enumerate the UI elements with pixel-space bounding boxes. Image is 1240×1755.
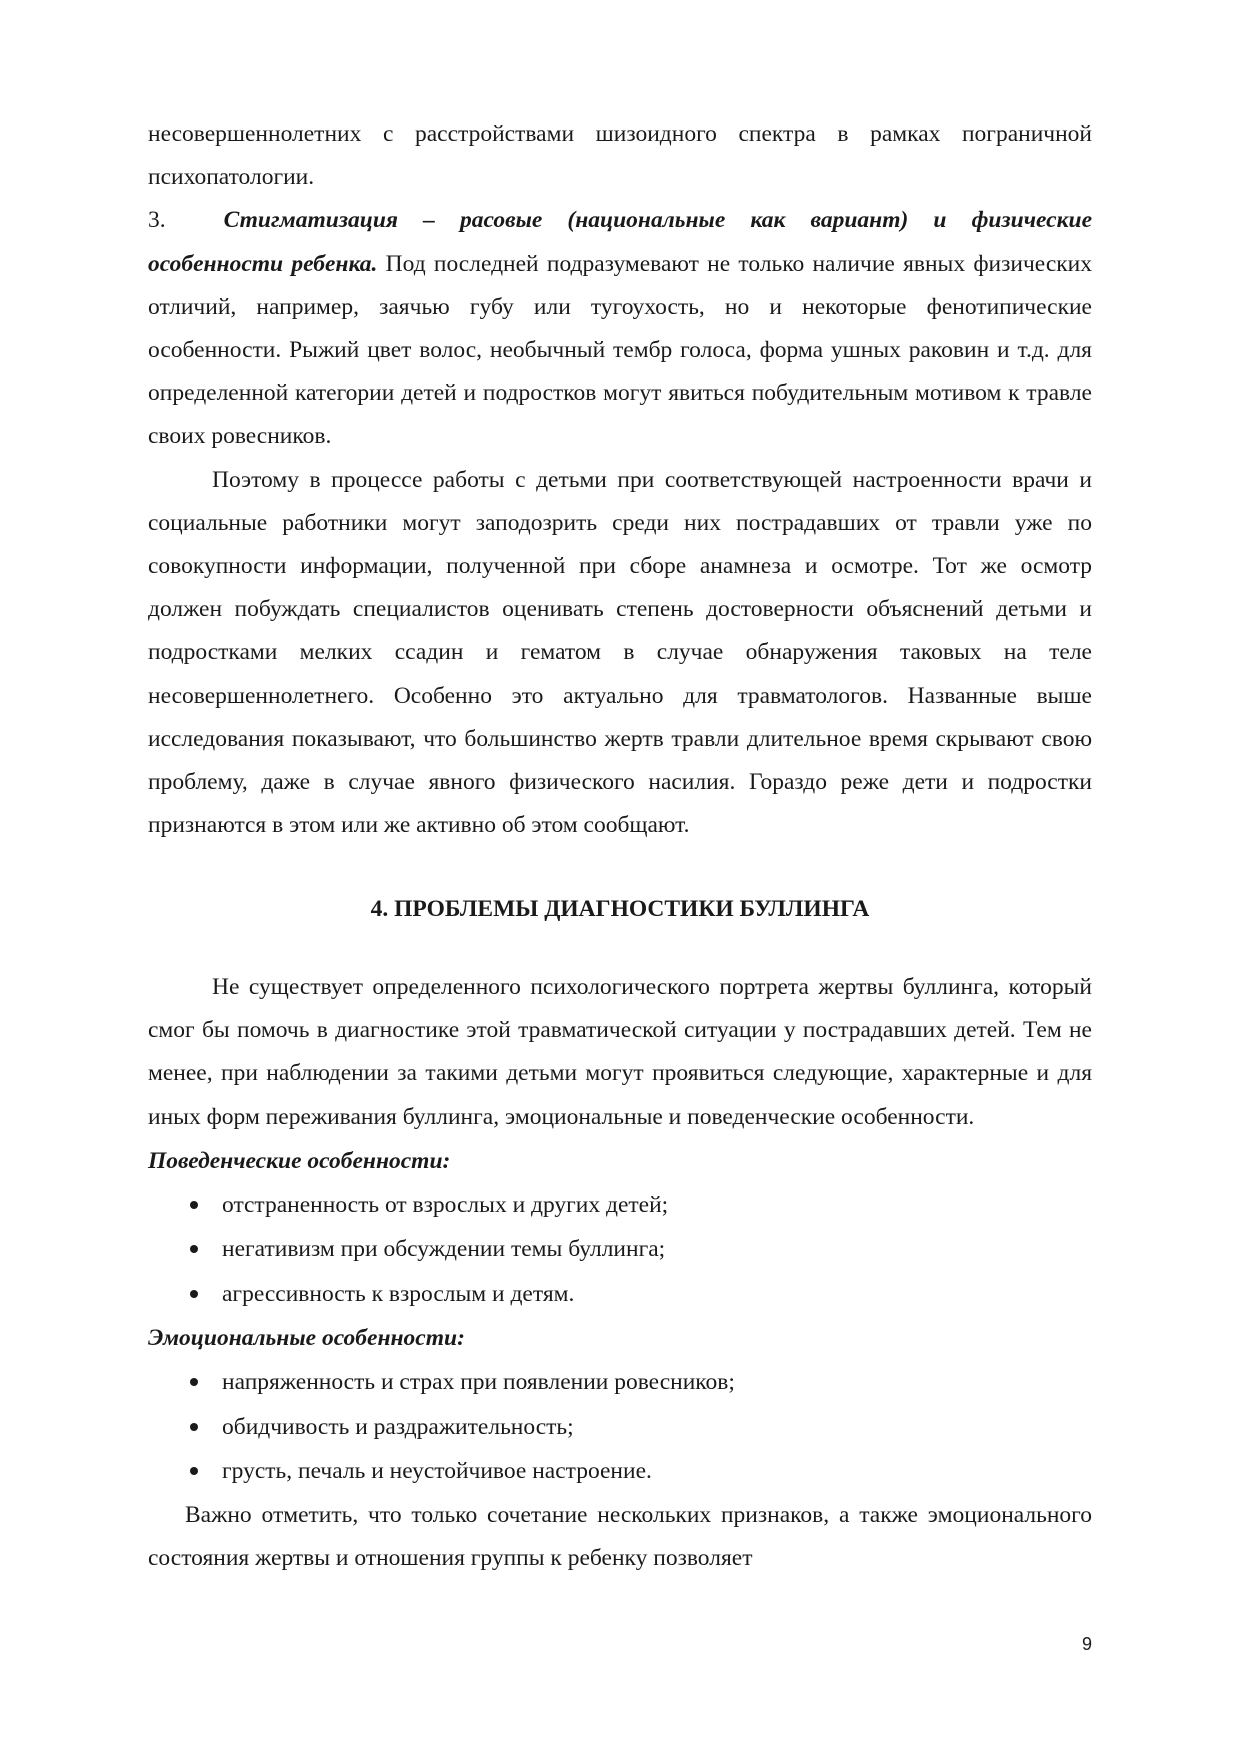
paragraph-portrait: Не существует определенного психологического портрета жертвы буллинга, который смог бы помочь в диагностике этой травматической ситуации у пострадавших детей. Тем не менее, при наблюдении за такими детьми могут проявиться следующие, характерные и для иных форм переживания буллинга, эмоциональные и поведенческие особенности. [148, 974, 1092, 1130]
list-item-3 [148, 199, 1092, 458]
bullet-icon [190, 1245, 198, 1253]
body-lower [148, 966, 1092, 1580]
list-item [148, 1227, 1092, 1272]
paragraph-conclusion: Важно отметить, что только сочетание нескольких признаков, а также эмоционального состояния жертвы и отношения группы к ребенку позволяет [148, 1501, 1092, 1572]
list-item-text: грусть, печаль и неустойчивое настроение. [222, 1458, 652, 1485]
list-item [148, 1405, 1092, 1450]
body-upper [148, 113, 1092, 847]
list-item-text: негативизм при обсуждении темы буллинга; [222, 1236, 666, 1263]
section-heading: 4. ПРОБЛЕМЫ ДИАГНОСТИКИ БУЛЛИНГА [370, 896, 870, 922]
bullet-icon [190, 1378, 198, 1386]
list-item-3-number: 3. [148, 207, 166, 234]
list-item-text: напряженность и страх при появлении ровесников; [222, 1369, 735, 1396]
list-item [148, 1449, 1092, 1494]
bullet-icon [190, 1290, 198, 1298]
emotional-list [148, 1360, 1092, 1494]
behavioral-subheading: Поведенческие особенности: [148, 1147, 451, 1174]
paragraph-screening: Поэтому в процессе работы с детьми при соответствующей настроенности врачи и социальные работники могут заподозрить среди них пострадавших от травли уже по совокупности информации, полученной при сборе анамнеза и осмотре. Тот же осмотр должен побуждать специалистов оценивать степень достоверности объяснений детьми и подростками мелких ссадин и гематом в случае обнаружения таковых на теле несовершеннолетнего. Особенно это актуально для травматологов. Названные выше исследования показывают, что большинство жертв травли длительное время скрывают свою проблему, даже в случае явного физического насилия. Гораздо реже дети и подростки признаются в этом или же активно об этом сообщают. [148, 466, 1092, 839]
list-item-3-text: Под последней подразумевают не только наличие явных физических отличий, например, заячью губу или тугоухость, но и некоторые фенотипические особенности. Рыжий цвет волос, необычный тембр голоса, форма ушных раковин и т.д. для определенной категории детей и подростков могут явиться побудительным мотивом к травле своих ровесников. [148, 250, 1093, 450]
list-item [148, 1272, 1092, 1317]
list-item-text: агрессивность к взрослым и детям. [222, 1280, 575, 1307]
list-item-3-emphasis: Стигматизация – расовые (национальные как вариант) и физические особенности ребенка. [148, 207, 1092, 277]
bullet-icon [190, 1467, 198, 1475]
emotional-subheading: Эмоциональные особенности: [148, 1325, 465, 1352]
list-item [148, 1183, 1092, 1228]
bullet-icon [190, 1201, 198, 1209]
list-item [148, 1360, 1092, 1405]
list-item-text: отстраненность от взрослых и других детей; [222, 1191, 669, 1218]
page-number: 9 [1081, 1634, 1092, 1654]
behavioral-list [148, 1183, 1092, 1317]
paragraph-continuation: несовершеннолетних с расстройствами шизоидного спектра в рамках пограничной психопатологии. [148, 121, 1092, 191]
bullet-icon [190, 1423, 198, 1431]
list-item-text: обидчивость и раздражительность; [222, 1413, 574, 1440]
